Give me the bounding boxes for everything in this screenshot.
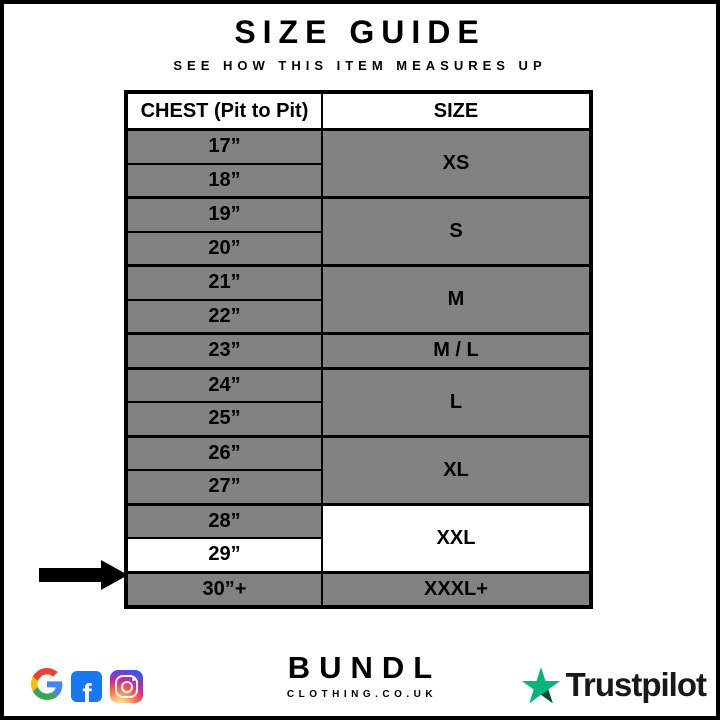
size-cell-m-l: M / L [322, 334, 591, 369]
size-cell-m: M [322, 266, 591, 334]
chest-cell-19: 19” [126, 198, 322, 232]
chest-cell-27: 27” [126, 470, 322, 504]
trustpilot-star-icon [521, 667, 561, 704]
size-cell-l: L [322, 368, 591, 436]
chest-cell-29-highlighted: 29” [126, 538, 322, 572]
size-cell-s: S [322, 198, 591, 266]
brand-domain: CLOTHING.CO.UK [286, 689, 438, 700]
chest-cell-25: 25” [126, 402, 322, 436]
size-cell-xxxlplus: XXXL+ [322, 572, 591, 607]
chest-cell-30plus: 30”+ [126, 572, 322, 607]
trustpilot-logo[interactable] [521, 666, 706, 704]
table-row [126, 130, 591, 164]
arrow-head [101, 560, 128, 590]
chest-cell-22: 22” [126, 300, 322, 334]
chest-cell-17: 17” [126, 130, 322, 164]
table-row [126, 436, 591, 470]
table-row [126, 334, 591, 369]
table-row [126, 198, 591, 232]
table-header-row [126, 92, 591, 130]
size-guide-table [124, 90, 593, 609]
trustpilot-label: Trustpilot [565, 666, 706, 703]
table-row [126, 572, 591, 607]
column-header-chest: CHEST (Pit to Pit) [126, 92, 322, 130]
selected-row-arrow-icon [39, 560, 128, 590]
chest-cell-26: 26” [126, 436, 322, 470]
size-cell-xxl-highlighted: XXL [322, 504, 591, 572]
column-header-size: SIZE [322, 92, 591, 130]
chest-cell-28: 28” [126, 504, 322, 538]
page-title: SIZE GUIDE [234, 14, 486, 50]
brand-name: BUNDL [287, 650, 442, 685]
table-row [126, 368, 591, 402]
chest-cell-21: 21” [126, 266, 322, 300]
table-row [126, 266, 591, 300]
size-cell-xl: XL [322, 436, 591, 504]
chest-cell-23: 23” [126, 334, 322, 369]
chest-cell-24: 24” [126, 368, 322, 402]
page-subtitle: SEE HOW THIS ITEM MEASURES UP [173, 58, 547, 73]
chest-cell-18: 18” [126, 164, 322, 198]
size-cell-xs: XS [322, 130, 591, 198]
chest-cell-20: 20” [126, 232, 322, 266]
arrow-shaft [39, 568, 101, 582]
table-row [126, 504, 591, 538]
